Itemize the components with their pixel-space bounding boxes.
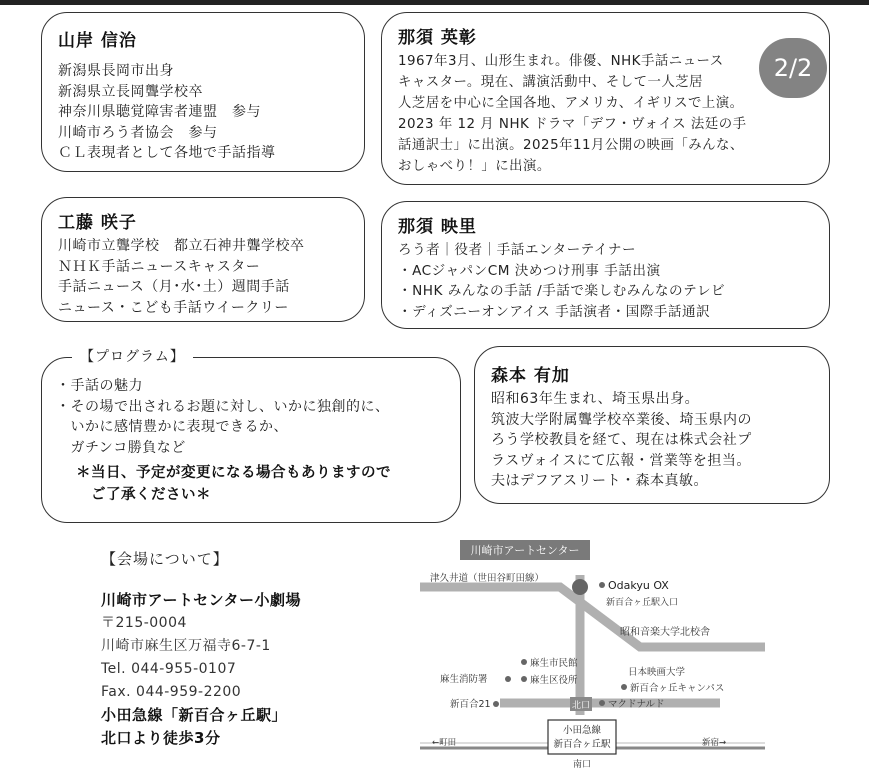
notice-line: ＊当日、予定が変更になる場合もありますので <box>76 465 391 481</box>
venue-heading: 【会場について】 <box>101 550 229 568</box>
profile-card-yamagishi <box>41 12 365 172</box>
bio-line: 2023 年 12 月 NHK ドラマ「デフ・ヴォイス 法廷の手 <box>398 117 747 132</box>
profile-name: 那須 英彰 <box>398 28 477 48</box>
map-dot <box>521 659 527 665</box>
venue-postal: 〒215-0004 <box>101 615 187 631</box>
profile-name: 那須 映里 <box>398 217 477 237</box>
page-indicator-badge: 2/2 <box>759 38 827 98</box>
map-machida: ←町田 <box>432 738 457 748</box>
bio-line: 新潟県立長岡聾学校卒 <box>58 83 203 100</box>
map-showa: 昭和音楽大学北校舎 <box>620 627 710 638</box>
bio-line: ＮＨＫ手話ニュースキャスター <box>58 258 261 275</box>
profile-bio <box>491 389 752 492</box>
venue-address: 川崎市麻生区万福寺6-7-1 <box>101 638 271 654</box>
profile-bio <box>58 61 276 164</box>
map-dot <box>599 582 605 588</box>
program-list <box>56 376 390 458</box>
program-item: ・手話の魅力 <box>56 378 143 394</box>
program-item: いかに感情豊かに表現できるか、 <box>56 419 288 435</box>
map-dot <box>621 684 627 690</box>
profile-name: 山岸 信治 <box>58 31 137 51</box>
access-map <box>420 535 765 770</box>
profile-card-morimoto <box>474 346 830 504</box>
map-dot <box>505 676 511 682</box>
profile-bio <box>398 240 725 322</box>
map-road-label: 津久井道（世田谷町田線） <box>430 573 545 584</box>
notice-line: ご了承ください＊ <box>76 487 211 503</box>
program-heading: 【プログラム】 <box>72 346 193 366</box>
bio-line: ニュース・こども手話ウイークリー <box>58 299 289 316</box>
profile-name: 森本 有加 <box>491 366 570 386</box>
bio-line: ・ACジャパンCM 決めつけ刑事 手話出演 <box>398 262 661 279</box>
road-tsukui <box>420 587 765 647</box>
art-center-marker <box>572 579 588 595</box>
profile-card-nasu-eri <box>381 201 830 329</box>
profile-name: 工藤 咲子 <box>58 213 137 233</box>
map-odakyu-ox: Odakyu OX <box>608 579 669 592</box>
map-shinjuku: 新宿→ <box>702 738 727 748</box>
map-ward-office: 麻生区役所 <box>530 675 578 686</box>
program-item: ガチンコ勝負など <box>56 439 186 456</box>
bio-line: おしゃべり！」に出演。 <box>398 159 551 174</box>
bio-line: 人芝居を中心に全国各地、アメリカ、イギリスで上演。 <box>398 96 744 111</box>
bio-line: 昭和63年生まれ、埼玉県出身。 <box>491 391 700 407</box>
bio-line: 手話ニュース（月･水･土）週間手話 <box>58 279 290 295</box>
map-title: 川崎市アートセンター <box>470 544 580 557</box>
venue-name: 川崎市アートセンター小劇場 <box>101 591 302 609</box>
venue-fax: Fax. 044-959-2200 <box>101 684 242 700</box>
bio-line: 1967年3月、山形生まれ。俳優、NHK手話ニュース <box>398 54 724 69</box>
bio-line: 夫はデフアスリート・森本真敏。 <box>491 473 708 489</box>
bio-line: 新潟県長岡市出身 <box>58 63 174 79</box>
bio-line: ろう学校教員を経て、現在は株式会社プ <box>491 432 752 448</box>
map-south-exit: 南口 <box>572 760 592 770</box>
map-entrance: 新百合ヶ丘駅入口 <box>606 598 679 608</box>
bio-line: 川崎市立聾学校 都立石神井聾学校卒 <box>58 238 305 254</box>
program-item: ・その場で出されるお題に対し、いかに独創的に、 <box>56 398 390 415</box>
venue-access-walk: 北口より徒歩3分 <box>101 729 221 747</box>
program-box <box>41 349 461 523</box>
bio-line: ・NHK みんなの手話 /手話で楽しむみんなのテレビ <box>398 283 726 299</box>
map-civic-hall: 麻生市民館 <box>530 658 578 669</box>
top-bar <box>0 0 869 5</box>
map-north-exit: 北口 <box>571 701 591 711</box>
map-dot <box>493 701 499 707</box>
bio-line: ろう者｜役者｜手話エンターテイナー <box>398 242 637 258</box>
bio-line: 川崎市ろう者協会 参与 <box>58 124 218 141</box>
venue-access-line: 小田急線「新百合ヶ丘駅」 <box>101 706 288 724</box>
map-dot <box>599 700 605 706</box>
bio-line: ＣＬ表現者として各地で手話指導 <box>58 145 276 161</box>
profile-card-nasu-hideaki <box>381 12 830 185</box>
map-film-univ: 日本映画大学 <box>628 667 686 678</box>
map-film-univ-campus: 新百合ヶ丘キャンパス <box>630 683 725 694</box>
bio-line: キャスター。現在、講演活動中、そして一人芝居 <box>398 75 704 90</box>
map-fire-station: 麻生消防署 <box>440 674 488 685</box>
map-station-line: 小田急線 <box>562 725 602 736</box>
map-station-name: 新百合ヶ丘駅 <box>553 739 611 750</box>
venue-info <box>101 548 301 750</box>
profile-card-kudo <box>41 197 365 322</box>
profile-bio <box>398 51 747 177</box>
bio-line: ラスヴォイスにて広報・営業等を担当。 <box>491 452 751 469</box>
bio-line: ・ディズニーオンアイス 手話演者・国際手話通訳 <box>398 303 711 320</box>
bio-line: 神奈川県聴覚障害者連盟 参与 <box>58 104 261 120</box>
bio-line: 話通訳士」に出演。2025年11月公開の映画「みんな、 <box>398 138 744 153</box>
venue-tel: Tel. 044-955-0107 <box>101 661 237 677</box>
map-dot <box>521 676 527 682</box>
map-mcdonalds: マクドナルド <box>608 699 665 710</box>
bio-line: 筑波大学附属聾学校卒業後、埼玉県内の <box>491 411 752 428</box>
program-notice <box>76 462 391 506</box>
profile-bio <box>58 236 305 318</box>
map-shinyuri21: 新百合21 <box>450 699 491 710</box>
